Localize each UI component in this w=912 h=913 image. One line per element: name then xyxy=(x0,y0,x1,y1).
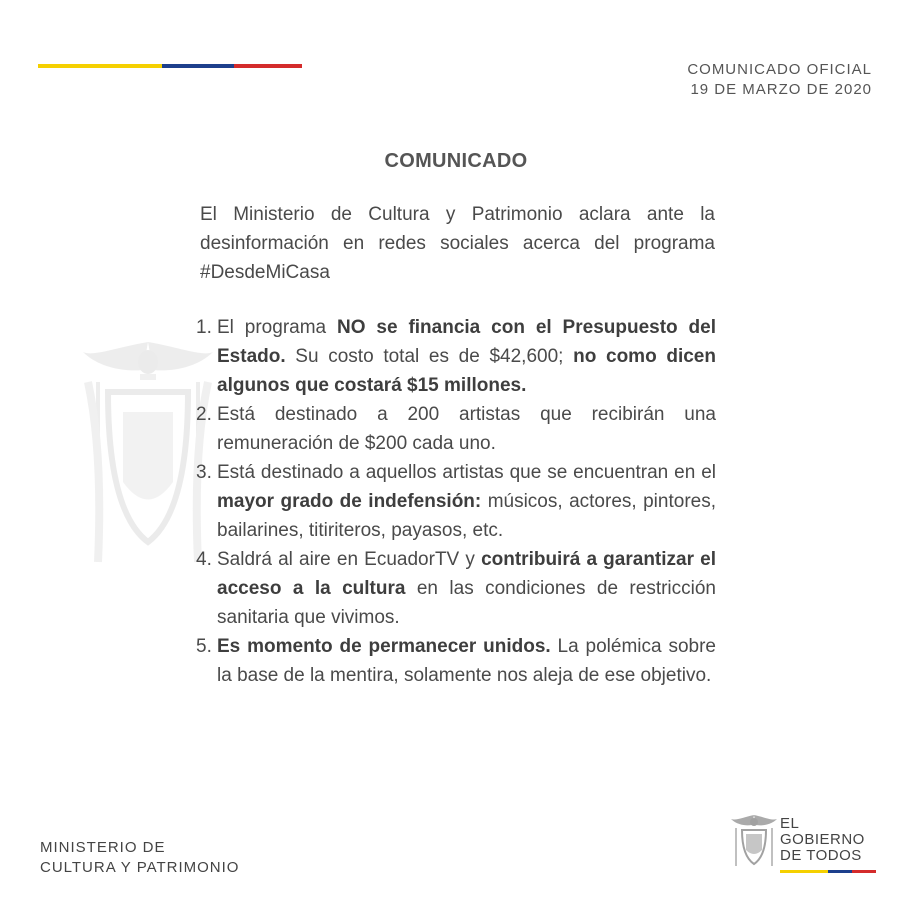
gov-line-3: DE TODOS xyxy=(780,847,862,864)
list-item-number: 2. xyxy=(196,404,212,425)
gov-line-2: GOBIERNO xyxy=(780,831,865,848)
flag-yellow-segment xyxy=(38,64,162,68)
list-item-bold-text: mayor grado de indefensión: xyxy=(217,491,482,512)
list-item-text: en las condiciones de restricción sanitaria que vivimos. xyxy=(217,578,716,628)
list-item-number: 4. xyxy=(196,549,212,570)
list-item-number: 3. xyxy=(196,462,212,483)
list-item-bold-text: NO se financia con el Presupuesto del Estado. xyxy=(217,317,716,367)
list-item-number: 1. xyxy=(196,317,212,338)
list-item-text: Saldrá al aire en EcuadorTV y xyxy=(217,549,482,570)
list-item-text: La polémica sobre la base de la mentira, solamente nos aleja de ese objetivo. xyxy=(217,636,716,686)
ministry-line-1: MINISTERIO DE xyxy=(40,839,166,856)
list-item-text: Su costo total es de $42,600; xyxy=(285,346,574,367)
gov-flag-yellow xyxy=(780,870,828,873)
statement-list xyxy=(196,313,716,690)
header-date: 19 DE MARZO DE 2020 xyxy=(690,81,872,98)
document-title: COMUNICADO xyxy=(384,150,528,172)
government-logo-text xyxy=(780,816,865,864)
list-item-number: 5. xyxy=(196,636,212,657)
government-flag-bar xyxy=(780,870,876,873)
list-item-text: El programa xyxy=(217,317,338,338)
list-item xyxy=(196,313,716,400)
government-logo xyxy=(730,812,880,876)
gov-line-1: EL xyxy=(780,815,800,832)
list-item-text: músicos, actores, pintores, bailarines, titiriteros, payasos, etc. xyxy=(217,491,716,541)
list-item-text: Está destinado a aquellos artistas que se encuentran en el xyxy=(217,462,716,483)
coat-of-arms-icon xyxy=(730,812,778,868)
header-info xyxy=(687,60,872,100)
list-item-text: Está destinado a 200 artistas que recibirán una remuneración de $200 cada uno. xyxy=(217,404,716,454)
flag-blue-segment xyxy=(162,64,234,68)
gov-flag-blue xyxy=(828,870,852,873)
list-item-bold-text: Es momento de permanecer unidos. xyxy=(217,636,551,657)
list-item-bold-text: no como dicen algunos que costará $15 millones. xyxy=(217,346,716,396)
gov-flag-red xyxy=(852,870,876,873)
list-item xyxy=(196,545,716,632)
list-item-bold-text: contribuirá a garantizar el acceso a la cultura xyxy=(217,549,716,599)
flag-red-segment xyxy=(234,64,302,68)
list-item xyxy=(196,400,716,458)
ministry-logo-text xyxy=(40,838,239,878)
ministry-line-2: CULTURA Y PATRIMONIO xyxy=(40,859,240,876)
intro-paragraph: El Ministerio de Cultura y Patrimonio aclara ante la desinformación en redes sociales acerca del programa #DesdeMiCasa xyxy=(200,204,715,283)
list-item xyxy=(196,632,716,690)
header-label: COMUNICADO OFICIAL xyxy=(687,61,872,78)
list-item xyxy=(196,458,716,545)
flag-color-bar xyxy=(38,64,302,68)
